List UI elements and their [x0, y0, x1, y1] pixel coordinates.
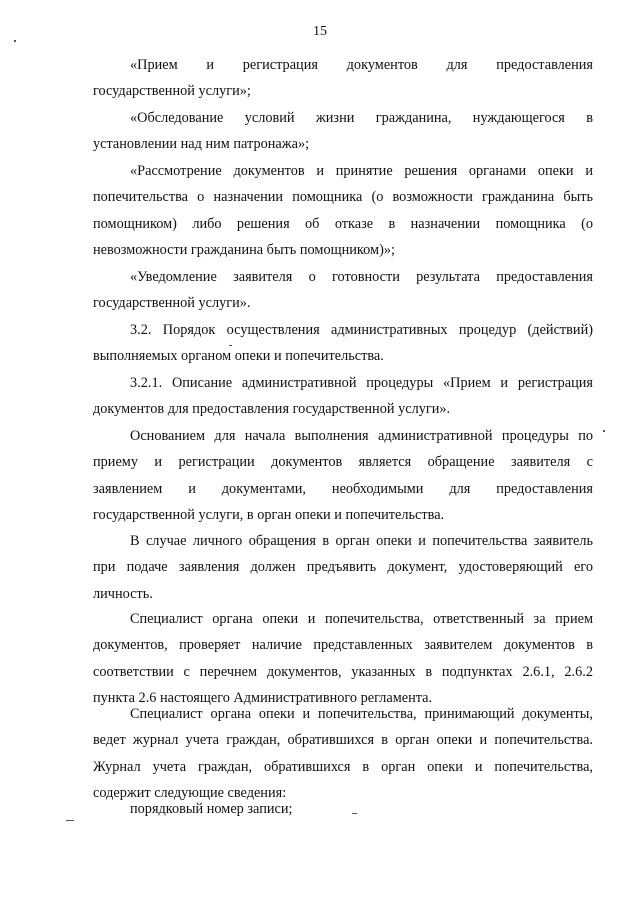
paragraph-3-line-1: «Рассмотрение документов и принятие решения органами опеки и	[130, 163, 593, 179]
scan-speck	[14, 40, 16, 42]
paragraph-7-line-2: приему и регистрации документов является обращение заявителя с	[93, 454, 593, 471]
paragraph-6-line-2: документов для предоставления государственной услуги».	[93, 401, 451, 418]
paragraph-2-line-1: «Обследование условий жизни гражданина, нуждающегося в	[130, 110, 593, 126]
scan-speck	[66, 820, 74, 821]
paragraph-8-line-3: личность.	[93, 585, 153, 602]
paragraph-7-line-4: государственной услуги, в орган опеки и попечительства.	[93, 507, 445, 524]
paragraph-10-line-2: ведет журнал учета граждан, обратившихся в орган опеки и попечительства.	[93, 732, 593, 749]
paragraph-4-line-1: «Уведомление заявителя о готовности результата предоставления	[130, 269, 593, 285]
scan-speck	[352, 813, 357, 814]
paragraph-9-line-1: Специалист органа опеки и попечительства, ответственный за прием	[130, 611, 593, 627]
paragraph-10-line-1: Специалист органа опеки и попечительства, принимающий документы,	[130, 706, 593, 722]
scan-speck	[603, 430, 605, 432]
paragraph-8-line-2: при подаче заявления должен предъявить документ, удостоверяющий его	[93, 559, 593, 576]
paragraph-10-line-4: содержит следующие сведения:	[93, 785, 287, 802]
paragraph-3-line-3: помощником) либо решения об отказе в назначении помощника (о	[93, 215, 593, 232]
paragraph-10-line-3: Журнал учета граждан, обратившихся в орган опеки и попечительства,	[93, 758, 593, 775]
paragraph-2-line-2: установлении над ним патронажа»;	[93, 136, 310, 153]
paragraph-7-line-3: заявлением и документами, необходимыми для предоставления	[93, 480, 593, 497]
paragraph-1-line-2: государственной услуги»;	[93, 83, 251, 100]
paragraph-8-line-1: В случае личного обращения в орган опеки и попечительства заявитель	[130, 533, 593, 549]
paragraph-11-line-1: порядковый номер записи;	[130, 801, 293, 817]
paragraph-3-line-2: попечительства о назначении помощника (о возможности гражданина быть	[93, 189, 593, 206]
paragraph-9-line-2: документов, проверяет наличие представленных заявителем документов в	[93, 637, 593, 654]
paragraph-1-line-1: «Прием и регистрация документов для предоставления	[130, 57, 593, 73]
paragraph-3-line-4: невозможности гражданина быть помощником)»;	[93, 242, 395, 259]
paragraph-4-line-2: государственной услуги».	[93, 295, 251, 312]
paragraph-7-line-1: Основанием для начала выполнения административной процедуры по	[130, 428, 593, 444]
page-number: 15	[313, 24, 327, 39]
scan-speck	[229, 345, 232, 346]
paragraph-5-line-2: выполняемых органом опеки и попечительства.	[93, 348, 384, 365]
paragraph-9-line-3: соответствии с перечнем документов, указанных в подпунктах 2.6.1, 2.6.2	[93, 663, 593, 680]
paragraph-5-line-1: 3.2. Порядок осуществления административных процедур (действий)	[130, 322, 593, 338]
paragraph-6-line-1: 3.2.1. Описание административной процедуры «Прием и регистрация	[130, 375, 593, 391]
paragraph-9-line-4: пункта 2.6 настоящего Административного регламента.	[93, 690, 433, 707]
